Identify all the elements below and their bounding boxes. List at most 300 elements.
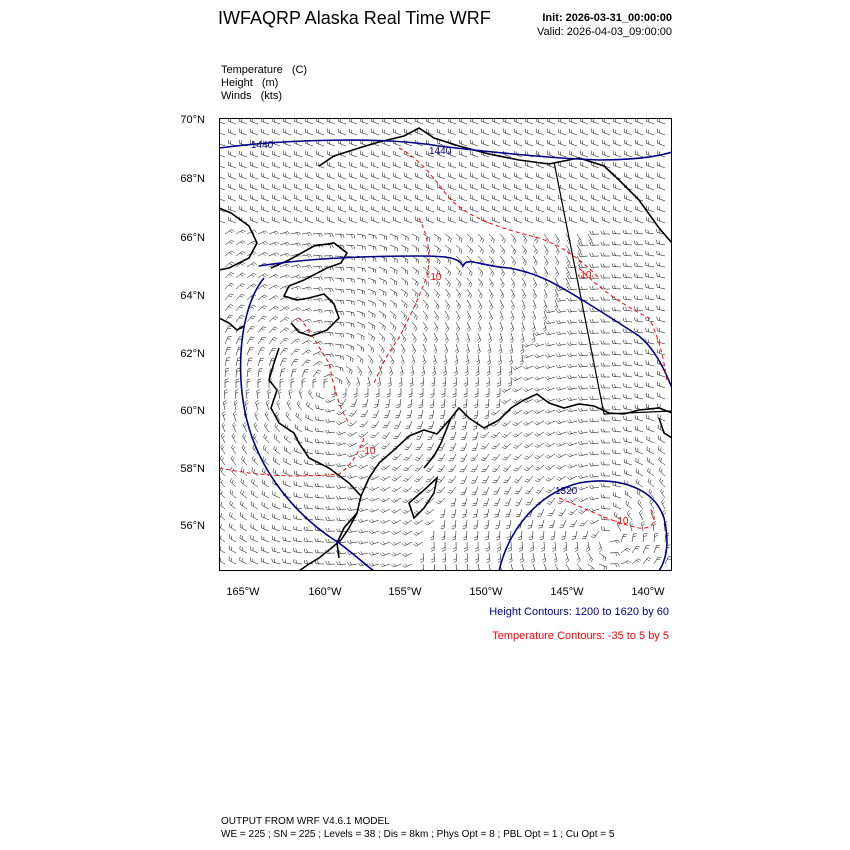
wind-barb bbox=[478, 322, 481, 332]
wind-barb bbox=[467, 333, 471, 343]
wind-barb bbox=[514, 195, 522, 201]
wind-barb bbox=[443, 366, 446, 376]
wind-barb bbox=[273, 491, 280, 498]
wind-barb bbox=[284, 447, 291, 455]
wind-barb bbox=[327, 173, 335, 179]
wind-barb bbox=[623, 383, 632, 388]
wind-barb bbox=[451, 498, 457, 506]
wind-barb bbox=[635, 350, 644, 355]
wind-barb bbox=[269, 231, 279, 235]
wind-barb bbox=[422, 355, 425, 365]
wind-barb bbox=[379, 333, 385, 342]
wind-barb bbox=[302, 287, 312, 291]
variable-row-temperature bbox=[221, 64, 307, 77]
wind-barb bbox=[511, 245, 516, 254]
wind-barb bbox=[496, 531, 500, 540]
wind-barb bbox=[546, 487, 555, 493]
wind-barb bbox=[657, 162, 665, 168]
wind-barb bbox=[401, 245, 408, 252]
wind-barb bbox=[313, 361, 322, 366]
wind-barb bbox=[566, 256, 570, 266]
wind-barb bbox=[493, 487, 500, 494]
wind-barb bbox=[476, 553, 479, 563]
lat-label-70n: 70°N bbox=[180, 114, 205, 126]
wind-barb bbox=[481, 140, 489, 146]
wind-barb bbox=[385, 399, 390, 408]
wind-barb bbox=[612, 274, 621, 278]
wind-barb bbox=[547, 140, 555, 146]
wind-barb bbox=[233, 411, 237, 421]
wind-barb bbox=[591, 217, 599, 223]
wind-barb bbox=[305, 206, 313, 212]
wind-barb bbox=[577, 553, 581, 563]
wind-barb bbox=[304, 527, 313, 531]
wind-barb bbox=[481, 465, 489, 472]
wind-barb bbox=[660, 478, 665, 487]
wind-barb bbox=[388, 377, 391, 387]
wind-barb bbox=[503, 476, 511, 483]
wind-barb bbox=[305, 460, 313, 465]
wind-barb bbox=[247, 368, 252, 377]
wind-barb bbox=[502, 443, 511, 449]
wind-barb bbox=[347, 540, 357, 543]
wind-barb bbox=[357, 322, 364, 329]
wind-barb bbox=[665, 557, 672, 564]
wind-barb bbox=[489, 300, 493, 310]
wind-barb bbox=[489, 289, 493, 299]
wind-barb bbox=[623, 296, 632, 300]
wind-barb bbox=[434, 289, 440, 298]
wind-barb bbox=[251, 524, 258, 531]
wind-barb bbox=[534, 377, 544, 381]
wind-barb bbox=[546, 465, 555, 470]
wind-barb bbox=[634, 252, 643, 256]
wind-barb bbox=[534, 410, 544, 414]
wind-barb bbox=[492, 443, 501, 449]
wind-barb bbox=[315, 561, 324, 565]
wind-barb bbox=[482, 476, 489, 483]
wind-barb bbox=[393, 184, 401, 190]
wind-barb bbox=[239, 151, 247, 157]
wind-barb bbox=[233, 422, 237, 432]
wind-barb bbox=[515, 498, 522, 505]
wind-barb bbox=[278, 389, 282, 399]
wind-barb bbox=[461, 432, 467, 440]
wind-barb bbox=[623, 274, 632, 278]
wind-barb bbox=[380, 552, 390, 556]
lat-label-58n: 58°N bbox=[180, 463, 205, 475]
wind-barb bbox=[545, 454, 555, 458]
wind-barb bbox=[305, 151, 313, 157]
wind-barb bbox=[648, 468, 655, 476]
wind-barb bbox=[641, 521, 644, 531]
wind-barb bbox=[236, 368, 240, 377]
wind-barb bbox=[343, 388, 346, 397]
wind-barb bbox=[478, 234, 484, 243]
wind-barb bbox=[567, 453, 577, 456]
wind-barb bbox=[349, 151, 357, 157]
wind-barb bbox=[646, 284, 655, 289]
wind-barb bbox=[430, 399, 434, 408]
wind-barb bbox=[247, 348, 254, 355]
wind-barb bbox=[269, 317, 278, 322]
wind-barb bbox=[220, 456, 225, 465]
wind-barb bbox=[623, 252, 632, 256]
wind-barb bbox=[283, 151, 291, 157]
wind-barb bbox=[602, 140, 610, 146]
wind-barb bbox=[229, 534, 236, 542]
wind-barb bbox=[556, 443, 566, 447]
wind-barb bbox=[589, 474, 599, 477]
wind-barb bbox=[304, 505, 313, 509]
wind-barb bbox=[262, 491, 269, 498]
wind-barb bbox=[239, 162, 247, 168]
wind-barb bbox=[258, 274, 268, 278]
wind-barb bbox=[578, 475, 588, 479]
wind-barb bbox=[659, 467, 665, 476]
wind-barb bbox=[404, 443, 412, 450]
wind-barb bbox=[647, 436, 654, 443]
wind-barb bbox=[566, 267, 570, 277]
wind-barb bbox=[324, 311, 334, 314]
wind-barb bbox=[392, 465, 401, 471]
lon-label-140w: 140°W bbox=[631, 586, 665, 598]
wind-barb bbox=[412, 245, 419, 253]
wind-barb bbox=[393, 173, 401, 179]
wind-barb bbox=[580, 206, 588, 212]
wind-barb bbox=[578, 375, 588, 378]
wind-barb bbox=[530, 542, 533, 551]
wind-barb bbox=[346, 344, 354, 350]
wind-barb bbox=[415, 217, 423, 223]
wind-barb bbox=[448, 206, 456, 212]
wind-barb bbox=[634, 274, 643, 278]
wind-barb bbox=[545, 443, 555, 447]
wind-barb bbox=[430, 531, 434, 540]
wind-barb bbox=[231, 445, 236, 454]
wind-barb bbox=[624, 140, 632, 146]
wind-barb bbox=[275, 423, 280, 432]
wind-barb bbox=[623, 263, 632, 267]
wind-barb bbox=[657, 295, 665, 300]
wind-barb bbox=[401, 355, 404, 365]
wind-barb bbox=[437, 206, 445, 212]
wind-barb bbox=[393, 162, 401, 168]
wind-barb bbox=[459, 217, 467, 223]
wind-barb bbox=[485, 410, 490, 419]
wind-barb bbox=[657, 284, 665, 289]
height-contour-1440-mid bbox=[259, 256, 672, 388]
wind-barb bbox=[305, 129, 313, 135]
wind-barb bbox=[382, 129, 390, 135]
wind-barb bbox=[449, 454, 456, 461]
wind-barb bbox=[230, 490, 236, 499]
model-settings: WE = 225 ; SN = 225 ; Levels = 38 ; Dis = 8km ; Phys Opt = 8 ; PBL Opt = 1 ; Cu Opt = 5 bbox=[221, 829, 615, 840]
wind-barb bbox=[371, 184, 379, 190]
wind-barb bbox=[250, 184, 258, 190]
wind-barb bbox=[545, 354, 555, 358]
wind-barb bbox=[511, 234, 516, 243]
wind-barb bbox=[434, 322, 438, 332]
wind-barb bbox=[379, 267, 386, 274]
wind-barb bbox=[589, 485, 599, 488]
wind-barb bbox=[358, 519, 368, 523]
wind-barb bbox=[258, 348, 265, 355]
wind-barb bbox=[222, 422, 226, 432]
wind-barb bbox=[657, 262, 665, 267]
wind-barb bbox=[228, 206, 236, 212]
wind-barb bbox=[408, 399, 413, 408]
wind-barb bbox=[358, 508, 368, 512]
wind-barb bbox=[470, 173, 478, 179]
wind-barb bbox=[402, 542, 412, 546]
wind-barb bbox=[657, 217, 665, 223]
wind-barb bbox=[487, 553, 490, 563]
wind-barb bbox=[486, 542, 489, 551]
wind-barb bbox=[368, 289, 375, 295]
wind-barb bbox=[558, 140, 566, 146]
wind-barb bbox=[500, 311, 504, 321]
wind-barb bbox=[513, 421, 522, 426]
wind-barb bbox=[394, 421, 401, 428]
wind-barb bbox=[488, 333, 492, 343]
wind-barb bbox=[247, 284, 256, 289]
wind-barb bbox=[532, 311, 536, 321]
wind-barb bbox=[407, 410, 413, 418]
wind-barb bbox=[518, 531, 522, 540]
wind-barb bbox=[284, 458, 291, 465]
wind-barb bbox=[460, 454, 467, 461]
wind-barb bbox=[268, 389, 271, 399]
wind-barb bbox=[241, 490, 247, 498]
wind-barb bbox=[503, 129, 511, 135]
wind-barb bbox=[467, 267, 472, 276]
wind-barb bbox=[335, 355, 344, 360]
wind-barb bbox=[470, 184, 478, 190]
wind-barb bbox=[315, 450, 324, 454]
wind-barb bbox=[423, 311, 428, 320]
wind-barb bbox=[480, 432, 489, 438]
wind-barb bbox=[261, 129, 269, 135]
wind-barb bbox=[525, 129, 533, 135]
wind-barb bbox=[232, 433, 236, 443]
wind-barb bbox=[250, 129, 258, 135]
wind-barb bbox=[483, 498, 489, 506]
wind-barb bbox=[251, 535, 258, 542]
wind-barb bbox=[623, 394, 632, 399]
wind-barb bbox=[360, 151, 368, 157]
wind-barb bbox=[522, 245, 527, 254]
wind-barb bbox=[635, 129, 643, 135]
wind-barb bbox=[262, 536, 270, 542]
wind-barb bbox=[236, 230, 246, 234]
wind-barb bbox=[258, 241, 268, 245]
wind-barb bbox=[502, 399, 512, 404]
wind-barb bbox=[456, 289, 461, 298]
wind-barb bbox=[567, 397, 577, 401]
wind-barb bbox=[221, 433, 225, 443]
wind-barb bbox=[269, 253, 279, 257]
wind-barb bbox=[498, 553, 501, 563]
wind-barb bbox=[371, 129, 379, 135]
wind-barb bbox=[380, 498, 390, 502]
wind-barb bbox=[601, 231, 610, 234]
wind-barb bbox=[380, 531, 390, 534]
wind-barb bbox=[577, 564, 582, 571]
variable-name: Height bbox=[221, 77, 253, 89]
wind-barb bbox=[261, 217, 269, 223]
wind-barb bbox=[624, 416, 633, 421]
wind-barb bbox=[258, 295, 267, 300]
wind-barb bbox=[601, 451, 610, 454]
wind-barb bbox=[541, 542, 544, 552]
wind-barb bbox=[225, 347, 231, 355]
wind-barb bbox=[556, 365, 566, 368]
wind-barb bbox=[338, 173, 346, 179]
wind-barb bbox=[624, 405, 633, 410]
wind-barb bbox=[489, 256, 494, 265]
wind-barb bbox=[269, 348, 276, 355]
wind-barb bbox=[567, 309, 577, 312]
wind-barb bbox=[379, 245, 387, 251]
wind-barb bbox=[316, 206, 324, 212]
wind-barb bbox=[379, 278, 386, 285]
wind-barb bbox=[591, 151, 599, 157]
wind-barb bbox=[601, 253, 610, 256]
wind-barb bbox=[536, 206, 544, 212]
wind-barb bbox=[348, 421, 357, 426]
wind-barb bbox=[284, 481, 292, 487]
wind-barb bbox=[440, 410, 445, 419]
wind-barb bbox=[371, 151, 379, 157]
wind-barb bbox=[601, 242, 610, 245]
wind-barb bbox=[294, 481, 302, 487]
temperature-contour-legend: Temperature Contours: -35 to 5 by 5 bbox=[492, 630, 669, 642]
wind-barb bbox=[326, 462, 336, 465]
wind-barb bbox=[225, 251, 234, 256]
wind-barb bbox=[444, 344, 447, 354]
wind-barb bbox=[465, 553, 468, 563]
wind-barb bbox=[580, 151, 588, 157]
wind-barb bbox=[390, 300, 397, 308]
wind-barb bbox=[432, 366, 435, 376]
wind-barb bbox=[258, 231, 268, 234]
wind-barb bbox=[401, 256, 408, 263]
wind-barb bbox=[368, 245, 376, 251]
wind-barb bbox=[451, 509, 456, 518]
wind-barb bbox=[602, 217, 610, 223]
wind-barb bbox=[481, 129, 489, 135]
wind-barb bbox=[336, 431, 346, 435]
wind-barb bbox=[239, 173, 247, 179]
wind-barb bbox=[305, 471, 314, 476]
wind-barb bbox=[445, 234, 451, 242]
wind-barb bbox=[478, 311, 482, 321]
wind-barb bbox=[588, 234, 592, 244]
wind-barb bbox=[658, 446, 665, 454]
wind-barb bbox=[551, 531, 555, 540]
wind-barb bbox=[280, 338, 289, 344]
wind-barb bbox=[612, 351, 621, 355]
wind-barb bbox=[442, 388, 445, 397]
wind-barb bbox=[247, 263, 257, 268]
wind-barb bbox=[391, 509, 401, 513]
wind-barb bbox=[632, 546, 640, 553]
wind-barb bbox=[359, 432, 368, 437]
wind-barb bbox=[569, 195, 577, 201]
wind-barb bbox=[467, 289, 472, 298]
wind-barb bbox=[456, 300, 461, 310]
wind-barb bbox=[601, 484, 610, 487]
wind-barb bbox=[626, 501, 632, 509]
wind-barb bbox=[404, 206, 412, 212]
wind-barb bbox=[514, 162, 522, 168]
wind-barb bbox=[580, 162, 588, 168]
wind-barb bbox=[294, 206, 302, 212]
wind-barb bbox=[272, 547, 280, 553]
wind-barb bbox=[646, 317, 654, 322]
wind-barb bbox=[441, 531, 445, 540]
wind-barb bbox=[269, 285, 279, 289]
wind-barb bbox=[503, 217, 511, 223]
wind-barb bbox=[440, 509, 445, 518]
wind-barb bbox=[459, 140, 467, 146]
wind-barb bbox=[566, 564, 570, 571]
wind-barb bbox=[391, 520, 401, 524]
wind-barb bbox=[382, 162, 390, 168]
wind-barb bbox=[316, 151, 324, 157]
wind-barb bbox=[505, 498, 512, 505]
height-contour-legend: Height Contours: 1200 to 1620 by 60 bbox=[489, 606, 669, 618]
wind-barb bbox=[613, 140, 621, 146]
wind-barb bbox=[313, 352, 323, 356]
wind-barb bbox=[634, 230, 643, 234]
wind-barb bbox=[614, 502, 621, 509]
wind-barb bbox=[519, 542, 522, 551]
wind-barb bbox=[470, 162, 478, 168]
wind-barb bbox=[624, 470, 632, 476]
wind-barb bbox=[556, 387, 566, 391]
wind-barb bbox=[425, 509, 434, 514]
wind-barb bbox=[426, 184, 434, 190]
wind-barb bbox=[534, 388, 544, 392]
wind-barb bbox=[448, 487, 456, 493]
wind-barb bbox=[613, 492, 621, 498]
wind-barb bbox=[379, 311, 386, 319]
wind-barb bbox=[256, 400, 260, 410]
wind-barb bbox=[503, 184, 511, 190]
wind-barb bbox=[236, 316, 244, 323]
wind-barb bbox=[357, 344, 364, 352]
wind-barb bbox=[635, 173, 643, 179]
wind-barb bbox=[391, 531, 401, 535]
wind-barb bbox=[580, 129, 588, 135]
wind-barb bbox=[660, 489, 665, 498]
wind-barb bbox=[569, 206, 577, 212]
wind-barb bbox=[591, 206, 599, 212]
wind-barb bbox=[634, 328, 643, 333]
wind-barb bbox=[657, 273, 665, 278]
wind-barb bbox=[280, 242, 290, 246]
wind-barb bbox=[544, 267, 548, 277]
wind-barb bbox=[484, 520, 489, 529]
wind-barb bbox=[601, 308, 610, 311]
wind-barb bbox=[316, 217, 324, 223]
wind-barb bbox=[245, 400, 249, 410]
wind-barb bbox=[412, 311, 417, 320]
wind-barb bbox=[313, 341, 323, 345]
lat-label-64n: 64°N bbox=[180, 290, 205, 302]
